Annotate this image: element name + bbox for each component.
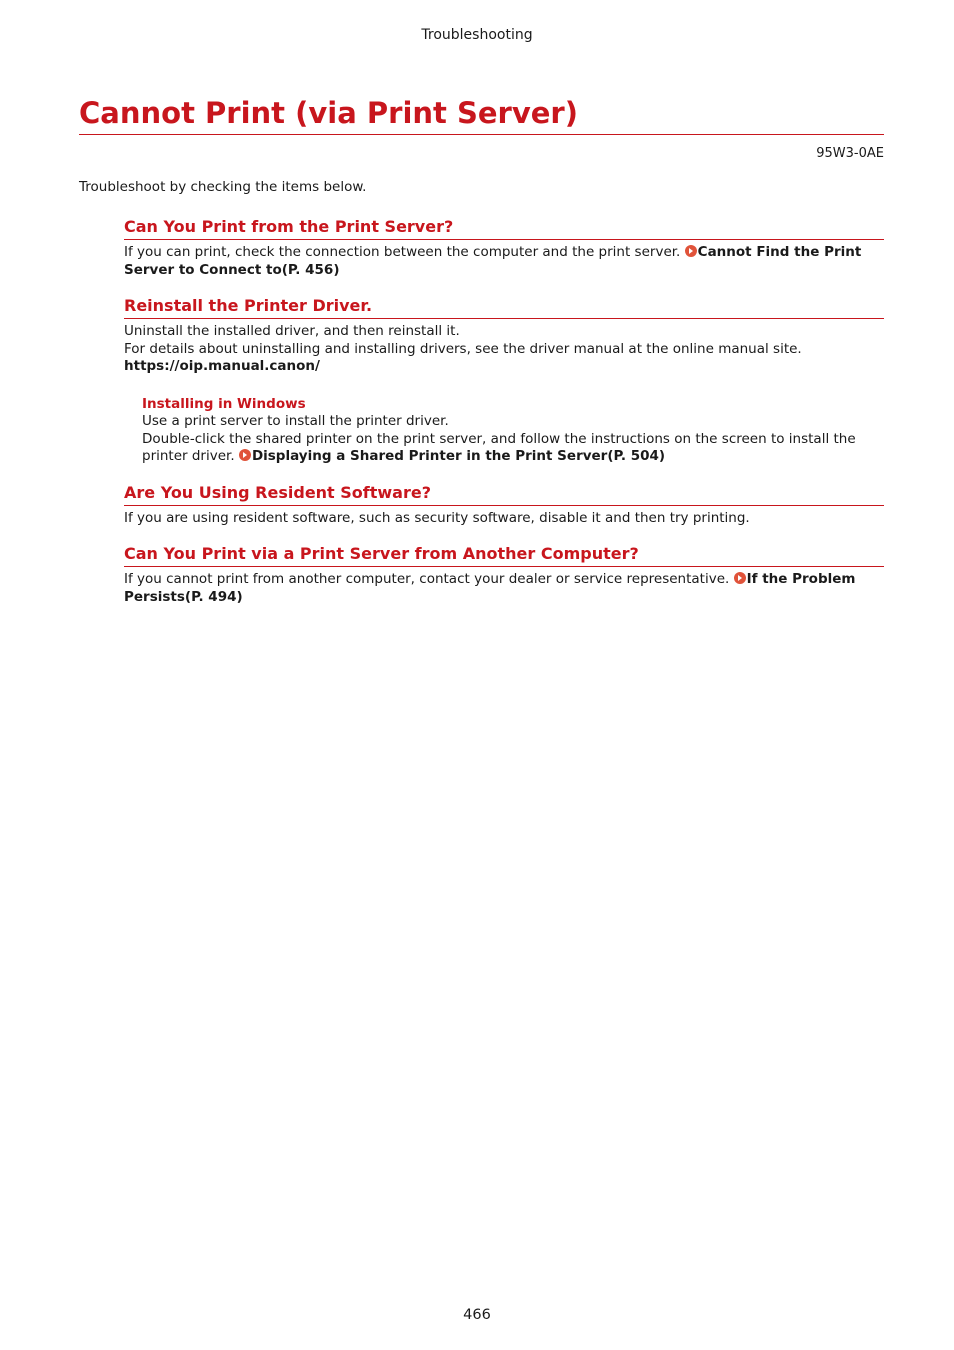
subsection-text	[142, 431, 884, 466]
link-arrow-icon	[734, 572, 746, 584]
subsection-installing-windows	[142, 396, 884, 466]
section-print-from-server	[124, 216, 884, 279]
link-displaying-shared-printer[interactable]: Displaying a Shared Printer in the Print Server(P. 504)	[251, 448, 666, 464]
subsection-text-line: Double-click the shared printer on the print server, and follow the instructions on the screen to install the printer driver.	[142, 430, 856, 464]
document-code: 95W3-0AE	[816, 146, 884, 161]
link-arrow-icon	[239, 449, 251, 461]
section-text: If you cannot print from another computer, contact your dealer or service representative.	[124, 571, 730, 587]
section-reinstall-driver	[124, 295, 884, 466]
section-text: If you are using resident software, such as security software, disable it and then try printing.	[124, 509, 750, 526]
section-body	[124, 571, 884, 606]
section-heading: Can You Print from the Print Server?	[124, 216, 884, 240]
section-body	[124, 323, 884, 376]
manual-site-url[interactable]: https://oip.manual.canon/	[124, 358, 320, 374]
section-resident-software	[124, 482, 884, 528]
page-title: Cannot Print (via Print Server)	[79, 93, 884, 135]
link-arrow-icon	[685, 245, 697, 257]
section-body	[124, 244, 884, 279]
section-another-computer	[124, 543, 884, 606]
content-area	[124, 216, 884, 622]
subsection-text-line: Use a print server to install the printer driver.	[142, 413, 449, 429]
section-heading: Are You Using Resident Software?	[124, 482, 884, 506]
subsection-heading: Installing in Windows	[142, 395, 306, 412]
section-text: If you can print, check the connection between the computer and the print server.	[124, 244, 681, 260]
section-heading: Can You Print via a Print Server from Another Computer?	[124, 543, 884, 567]
section-heading: Reinstall the Printer Driver.	[124, 295, 884, 319]
link-cannot-find-print-server[interactable]: Cannot Find the Print Server to Connect to(P. 456)	[124, 244, 862, 278]
section-text-line: For details about uninstalling and installing drivers, see the driver manual at the online manual site.	[124, 340, 802, 357]
page-number: 466	[463, 1307, 491, 1323]
intro-text: Troubleshoot by checking the items below.	[79, 179, 367, 195]
link-problem-persists[interactable]: If the Problem Persists(P. 494)	[124, 571, 856, 605]
section-text-line: Uninstall the installed driver, and then reinstall it.	[124, 323, 460, 339]
running-header: Troubleshooting	[421, 27, 533, 43]
